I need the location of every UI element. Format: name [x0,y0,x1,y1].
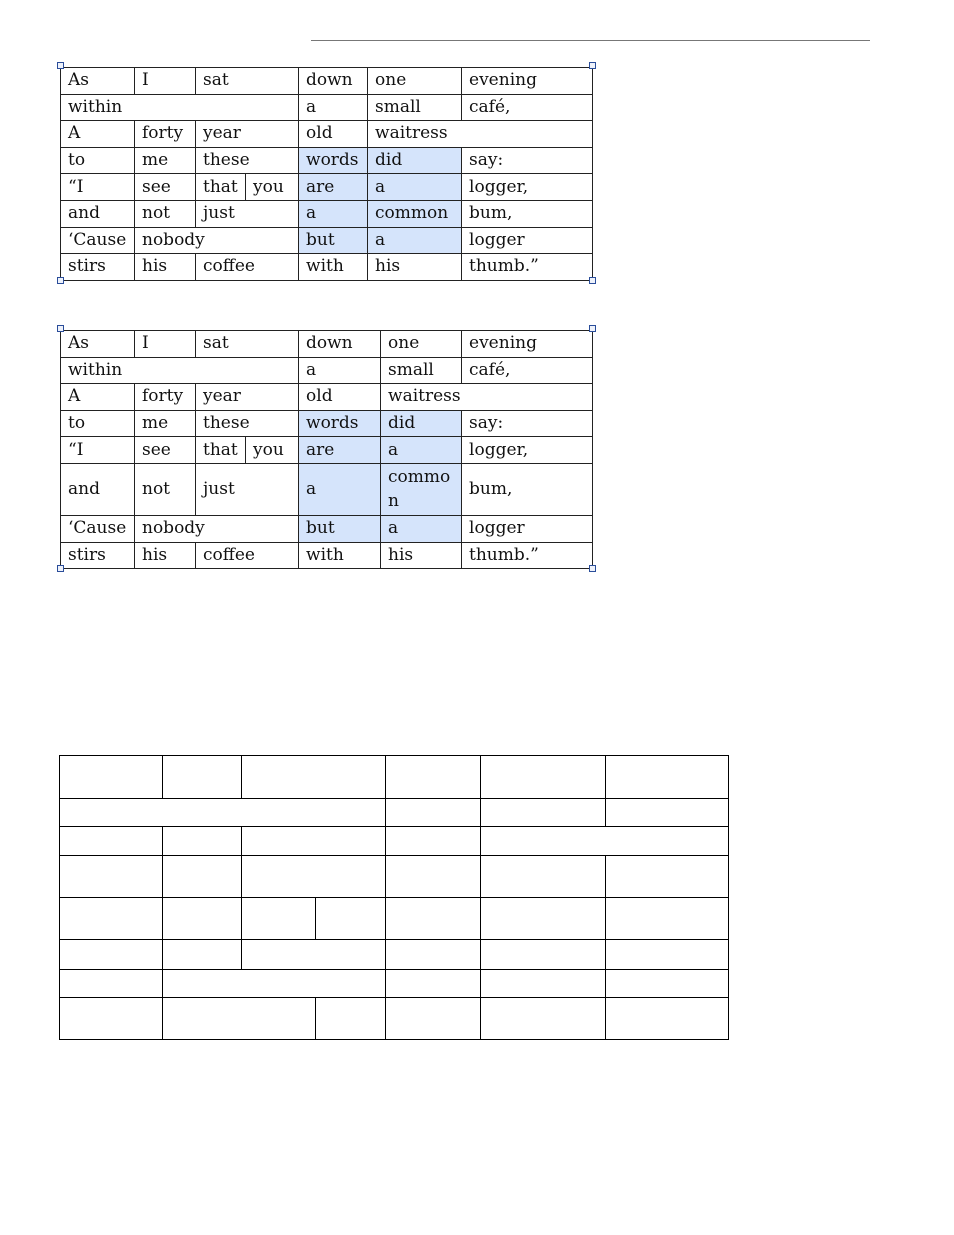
table-cell[interactable]: café, [462,357,593,384]
table-cell[interactable] [386,940,481,970]
table-a[interactable] [60,67,593,281]
table-cell[interactable]: thumb.” [462,542,593,569]
table-row [61,384,593,411]
table-cell[interactable]: within [61,357,299,384]
table-cell[interactable]: one [381,331,462,358]
table-cell[interactable]: you [246,174,299,201]
table-cell[interactable]: and [61,200,135,227]
table-cell[interactable] [386,756,481,799]
table-cell[interactable]: As [61,68,135,95]
table-row [61,121,593,148]
table-cell[interactable] [242,898,316,940]
table-row [60,856,729,898]
table-cell[interactable]: to [61,410,135,437]
table-cell[interactable]: me [135,147,196,174]
table-cell[interactable] [163,940,242,970]
table-cell[interactable]: these [196,147,299,174]
table-cell[interactable] [60,898,163,940]
table-cell-selected[interactable]: a [381,515,462,542]
table-cell[interactable]: forty [135,121,196,148]
table-row [61,515,593,542]
table-cell[interactable] [606,970,729,998]
empty-table[interactable] [59,755,729,1040]
table-cell[interactable]: coffee [196,254,299,281]
table-cell[interactable] [386,799,481,827]
table-cell[interactable]: nobody [135,515,299,542]
table-cell[interactable]: not [135,200,196,227]
table-row [61,174,593,201]
table-cell[interactable]: logger [462,515,593,542]
table-cell[interactable]: that [196,174,246,201]
table-cell[interactable]: coffee [196,542,299,569]
resize-handle-top-right[interactable] [589,62,596,69]
table-cell-selected[interactable]: common [368,200,462,227]
table-row [61,437,593,464]
table-cell[interactable] [60,756,163,799]
table-cell[interactable] [163,827,242,856]
table-row [61,94,593,121]
table-cell[interactable]: ‘Cause [61,227,135,254]
table-cell[interactable]: I [135,331,196,358]
resize-handle-top-right[interactable] [589,325,596,332]
table-cell[interactable]: his [135,254,196,281]
table-cell[interactable]: see [135,437,196,464]
resize-handle-bottom-left[interactable] [57,277,64,284]
table-row [60,940,729,970]
table-cell[interactable]: old [299,121,368,148]
table-cell[interactable]: I [135,68,196,95]
table-cell[interactable]: stirs [61,254,135,281]
table-cell[interactable]: “I [61,437,135,464]
table-cell[interactable] [163,856,242,898]
table-row [61,227,593,254]
table-cell[interactable] [606,898,729,940]
table-cell[interactable]: waitress [381,384,593,411]
table-row [61,542,593,569]
table-cell[interactable] [316,998,386,1040]
table-cell[interactable]: evening [462,331,593,358]
table-cell[interactable]: down [299,331,381,358]
table-cell-selected[interactable]: a [368,227,462,254]
table-row [60,970,729,998]
table-cell[interactable]: evening [462,68,593,95]
table-row [60,998,729,1040]
table-cell-selected[interactable]: a [299,463,381,515]
table-cell[interactable]: “I [61,174,135,201]
table-cell[interactable] [481,940,606,970]
table-cell[interactable] [386,898,481,940]
table-cell[interactable]: with [299,254,368,281]
table-cell[interactable]: that [196,437,246,464]
table-cell[interactable] [163,970,386,998]
table-cell[interactable]: A [61,121,135,148]
table-cell[interactable]: year [196,384,299,411]
table-cell[interactable]: logger, [462,437,593,464]
table-cell-selected[interactable]: are [299,437,381,464]
table-row [60,898,729,940]
table-cell[interactable] [606,799,729,827]
table-cell[interactable] [386,856,481,898]
table-cell[interactable]: small [368,94,462,121]
table-cell[interactable] [242,827,386,856]
table-row [61,463,593,515]
table-cell[interactable]: nobody [135,227,299,254]
table-cell[interactable]: stirs [61,542,135,569]
table-cell[interactable] [242,940,386,970]
table-cell-selected[interactable]: common [381,463,462,515]
table-cell[interactable]: As [61,331,135,358]
table-cell[interactable] [481,998,606,1040]
table-cell[interactable] [606,756,729,799]
table-cell[interactable]: sat [196,331,299,358]
table-cell[interactable] [163,998,316,1040]
table-cell[interactable]: down [299,68,368,95]
table-cell[interactable] [163,898,242,940]
table-cell[interactable]: you [246,437,299,464]
table-cell[interactable]: with [299,542,381,569]
table-row [61,200,593,227]
table-cell[interactable]: bum, [462,200,593,227]
table-cell[interactable] [481,856,606,898]
table-cell-selected[interactable]: a [381,437,462,464]
table-cell[interactable] [60,970,163,998]
table-cell[interactable] [481,898,606,940]
table-cell-selected[interactable]: a [368,174,462,201]
table-cell[interactable]: year [196,121,299,148]
resize-handle-top-left[interactable] [57,325,64,332]
table-cell-selected[interactable]: words [299,147,368,174]
table-row [61,331,593,358]
table-cell[interactable]: bum, [462,463,593,515]
table-cell[interactable]: his [381,542,462,569]
table-cell[interactable] [386,827,481,856]
resize-handle-top-left[interactable] [57,62,64,69]
table-cell[interactable]: ‘Cause [61,515,135,542]
table-cell[interactable] [386,998,481,1040]
table-cell[interactable]: just [196,463,299,515]
table-cell-selected[interactable]: are [299,174,368,201]
table-row [61,254,593,281]
table-cell[interactable]: sat [196,68,299,95]
table-cell[interactable]: forty [135,384,196,411]
table-row [61,410,593,437]
table-cell[interactable]: café, [462,94,593,121]
table-row [60,827,729,856]
table-cell[interactable] [481,970,606,998]
table-row [61,357,593,384]
table-cell[interactable]: logger [462,227,593,254]
table-row [61,68,593,95]
table-cell[interactable] [606,856,729,898]
table-cell[interactable]: not [135,463,196,515]
table-cell[interactable]: logger, [462,174,593,201]
resize-handle-bottom-right[interactable] [589,277,596,284]
table-cell[interactable] [60,856,163,898]
table-cell[interactable] [386,970,481,998]
table-cell-selected[interactable]: words [299,410,381,437]
table-cell-selected[interactable]: did [381,410,462,437]
table-row [60,799,729,827]
table-cell[interactable] [242,756,386,799]
table-cell-selected[interactable]: a [299,200,368,227]
table-cell[interactable]: say: [462,147,593,174]
table-cell[interactable]: A [61,384,135,411]
table-cell-selected[interactable]: did [368,147,462,174]
table-cell-selected[interactable]: but [299,227,368,254]
table-cell[interactable]: within [61,94,299,121]
table-cell[interactable]: old [299,384,381,411]
table-cell[interactable]: me [135,410,196,437]
table-cell[interactable]: waitress [368,121,593,148]
resize-handle-bottom-left[interactable] [57,565,64,572]
table-cell[interactable]: one [368,68,462,95]
table-cell[interactable]: small [381,357,462,384]
table-cell[interactable] [606,998,729,1040]
table-cell[interactable]: a [299,357,381,384]
table-cell[interactable] [60,827,163,856]
table-cell[interactable]: say: [462,410,593,437]
table-cell[interactable] [60,799,386,827]
table-cell[interactable] [163,756,242,799]
table-cell[interactable] [481,756,606,799]
table-cell[interactable] [606,940,729,970]
table-cell[interactable]: just [196,200,299,227]
table-cell[interactable] [242,856,386,898]
table-cell[interactable] [60,940,163,970]
table-b[interactable] [60,330,593,569]
table-cell[interactable]: to [61,147,135,174]
table-cell[interactable]: his [135,542,196,569]
table-cell-selected[interactable]: but [299,515,381,542]
table-cell[interactable]: and [61,463,135,515]
table-cell[interactable]: these [196,410,299,437]
table-cell[interactable] [481,799,606,827]
table-cell[interactable] [316,898,386,940]
header-rule [311,40,870,41]
table-cell[interactable]: see [135,174,196,201]
table-cell[interactable]: thumb.” [462,254,593,281]
table-cell[interactable]: his [368,254,462,281]
table-cell[interactable] [60,998,163,1040]
table-cell[interactable]: a [299,94,368,121]
table-cell[interactable] [481,827,729,856]
resize-handle-bottom-right[interactable] [589,565,596,572]
table-row [60,756,729,799]
table-row [61,147,593,174]
